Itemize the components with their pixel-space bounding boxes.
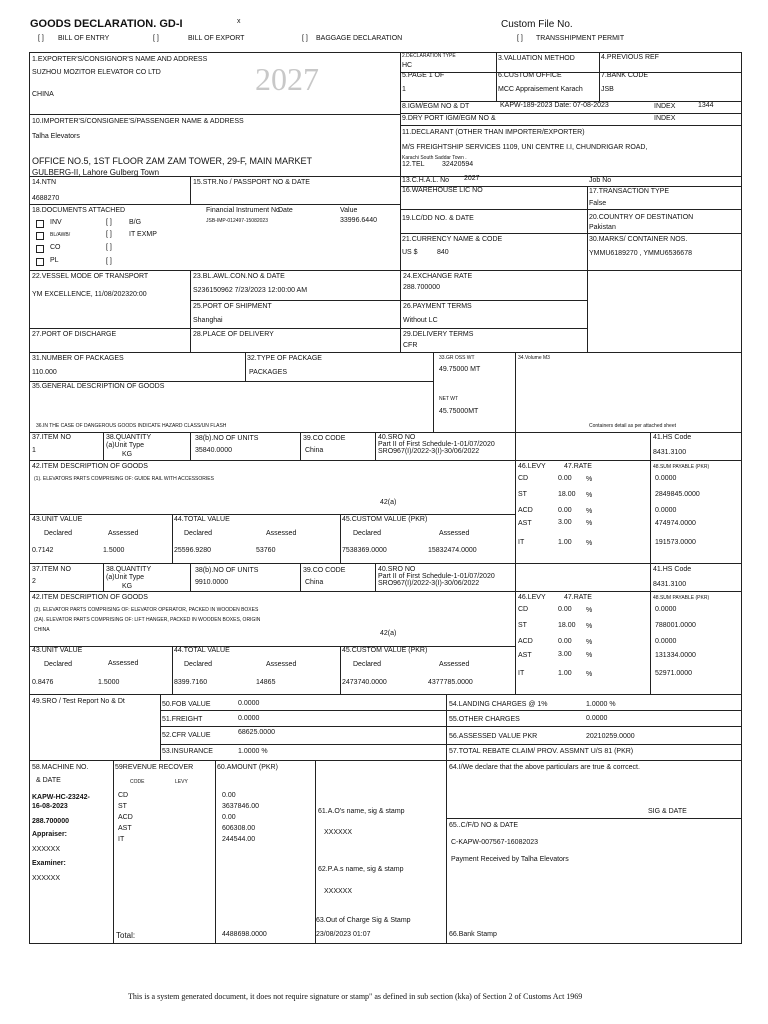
strn-label: 15.STR.No / PASSPORT NO & DATE (193, 179, 310, 186)
item1-co-code-label: 39.CO CODE (303, 435, 346, 442)
importer-address-1: OFFICE NO.5, 1ST FLOOR ZAM ZAM TOWER, 29-F, MAIN MARKET (32, 156, 313, 166)
item2-unit-declared-label: Declared (44, 661, 73, 668)
containers-note: Containers detail as per attached sheet (589, 423, 676, 429)
bl-value: S236150962 7/23/2023 12:00:00 AM (193, 287, 308, 294)
item1-sro-2: SRO967(I)/2022-3(I)-30/06/2022 (378, 448, 480, 455)
general-description-label: 35.GENERAL DESCRIPTION OF GOODS (32, 383, 165, 390)
pa-label: 62.P.A.s name, sig & stamp (318, 866, 404, 873)
tel-value: 32420594 (442, 161, 474, 168)
item1-sum-st: 2849845.0000 (655, 491, 700, 498)
insurance-value: 1.0000 % (238, 748, 268, 755)
transaction-type-value: False (589, 200, 607, 207)
freight-value: 0.0000 (238, 715, 260, 722)
item1-custom-declared: 7538369.0000 (342, 547, 387, 554)
out-of-charge-label: 63.Out of Charge Sig & Stamp (316, 917, 411, 924)
item1-unit-assessed-label: Assessed (108, 530, 139, 537)
bl-awb-checkbox[interactable] (36, 232, 44, 240)
page-label: 5.PAGE 1 OF (402, 72, 445, 79)
out-of-charge-value: 23/08/2023 01:07 (316, 931, 371, 938)
importer-address-2: GULBERG-II, Lahore Gulberg Town (32, 168, 160, 177)
financial-instrument-value: 33996.6440 (340, 217, 377, 224)
page-value: 1 (402, 86, 406, 93)
examiner-label: Examiner: (32, 860, 66, 867)
currency-label: 21.CURRENCY NAME & CODE (402, 236, 503, 243)
item2-levy-cd: CD (518, 606, 529, 613)
amount-cd: 0.00 (222, 792, 236, 799)
inv-checkbox[interactable] (36, 220, 44, 228)
extra-box-2[interactable]: [ ] (106, 258, 112, 265)
gross-weight-label: 33.GR OSS WT (439, 355, 475, 361)
item2-42a: 42(a) (380, 630, 397, 637)
item2-sum-it: 52971.0000 (655, 670, 692, 677)
item1-rate-acd: 0.00 (558, 507, 572, 514)
index-value: 1344 (698, 102, 714, 109)
num-packages-label: 31.NUMBER OF PACKAGES (32, 355, 124, 362)
item1-pct-acd: % (586, 508, 593, 515)
item1-unit-declared-label: Declared (44, 530, 73, 537)
item2-levy-st: ST (518, 622, 527, 629)
amount-acd: 0.00 (222, 814, 236, 821)
item1-sum-label: 48.SUM PAYABLE (PKR) (653, 464, 710, 470)
item2-sum-ast: 131334.0000 (655, 652, 696, 659)
package-type-value: PACKAGES (249, 369, 287, 376)
baggage-declaration-label: BAGGAGE DECLARATION (316, 35, 403, 42)
item1-no-units: 35840.0000 (195, 447, 232, 454)
item2-custom-assessed-label: Assessed (439, 661, 470, 668)
item2-sum-acd: 0.0000 (655, 638, 677, 645)
item2-custom-declared: 2473740.0000 (342, 679, 387, 686)
examiner-value: XXXXXX (32, 875, 61, 882)
item2-custom-declared-label: Declared (353, 661, 382, 668)
vessel-value: YM EXCELLENCE, 11/08/202320:00 (32, 291, 147, 298)
item1-desc-label: 42.ITEM DESCRIPTION OF GOODS (32, 463, 148, 470)
item2-unit-assessed-label: Assessed (108, 660, 139, 667)
item1-unit-type-label: (a)Unit Type (106, 442, 144, 449)
landing-charges-label: 54.LANDING CHARGES @ 1% (449, 701, 548, 708)
item1-unit-assessed: 1.5000 (103, 547, 125, 554)
item1-total-value-label: 44.TOTAL VALUE (174, 516, 230, 523)
marks-label: 30.MARKS/ CONTAINER NOS. (589, 236, 688, 243)
tel-label: 12.TEL (402, 161, 425, 168)
item2-pct-it: % (586, 671, 593, 678)
bl-label: 23.BL.AWL.CON.NO & DATE (193, 273, 285, 280)
index-label: INDEX (654, 103, 676, 110)
marks-value: YMMU6189270 , YMMU6536678 (589, 250, 692, 257)
item2-sro-2: SRO967(I)/2022-3(I)-30/06/2022 (378, 580, 480, 587)
machine-no-2: 16-08-2023 (32, 803, 68, 810)
declarant-address-1: M/S FREIGHTSHIP SERVICES 1109, UNI CENTRE I.I, CHUNDRIGAR ROAD, (402, 144, 648, 151)
other-charges-label: 55.OTHER CHARGES (449, 716, 520, 723)
fob-value: 0.0000 (238, 700, 260, 707)
amount-it: 244544.00 (222, 836, 256, 843)
item1-sro-label: 40.SRO NO (378, 434, 416, 441)
item1-levy-acd: ACD (518, 507, 533, 514)
revenue-recover-label: 59REVENUE RECOVER (115, 764, 194, 771)
item2-sum-cd: 0.0000 (655, 606, 677, 613)
net-weight-value: 45.75000MT (439, 408, 479, 415)
num-packages-value: 110.000 (32, 369, 57, 376)
item2-unit-declared: 0.8476 (32, 679, 54, 686)
machine-rate: 288.700000 (32, 818, 69, 825)
package-type-label: 32.TYPE OF PACKAGE (247, 355, 322, 362)
exchange-rate-label: 24.EXCHANGE RATE (403, 273, 473, 280)
item2-hs-code-label: 41.HS Code (653, 566, 692, 573)
port-of-shipment-value: Shanghai (193, 317, 223, 324)
currency-code: 840 (437, 249, 449, 256)
declarant-label: 11.DECLARANT (OTHER THAN IMPORTER/EXPORTER) (402, 129, 585, 136)
port-of-discharge-label: 27.PORT OF DISCHARGE (32, 331, 117, 338)
co-checkbox[interactable] (36, 245, 44, 253)
item2-sum-label: 48.SUM PAYABLE (PKR) (653, 595, 710, 601)
item1-item-no-label: 37.ITEM NO (32, 434, 71, 441)
form-title: GOODS DECLARATION. GD-I (30, 18, 183, 30)
exchange-rate-value: 288.700000 (403, 284, 440, 291)
pl-checkbox[interactable] (36, 258, 44, 266)
bg-box[interactable]: [ ] (106, 219, 112, 226)
declaration-type-value: HC (402, 62, 413, 69)
item1-hs-code: 8431.3100 (653, 449, 687, 456)
item2-rate-cd: 0.00 (558, 606, 572, 613)
frame-left (29, 52, 30, 944)
item2-total-declared: 8399.7160 (174, 679, 208, 686)
financial-instrument-no: JSB-IMP-012497-15082023 (206, 218, 268, 224)
item2-pct-st: % (586, 623, 593, 630)
revenue-code-it: IT (118, 836, 125, 843)
item2-sro-1: Part II of First Schedule-1-01/07/2020 (378, 573, 495, 580)
ntn-label: 14.NTN (32, 179, 57, 186)
x-mark: x (237, 18, 241, 25)
place-of-delivery-label: 28.PLACE OF DELIVERY (193, 331, 274, 338)
rule-bottom (29, 943, 741, 944)
financial-instrument-label: Financial Instrument No (206, 207, 280, 214)
item1-total-declared: 25596.9280 (174, 547, 211, 554)
item2-sum-st: 788001.0000 (655, 622, 696, 629)
custom-office-value: MCC Appraisement Karach (498, 86, 583, 93)
item2-total-value-label: 44.TOTAL VALUE (174, 647, 230, 654)
frame-right (741, 52, 742, 944)
chal-value: 2027 (464, 175, 480, 182)
item2-levy-ast: AST (518, 652, 532, 659)
item1-rate-ast: 3.00 (558, 519, 572, 526)
watermark-year: 2027 (255, 61, 319, 97)
item1-pct-st: % (586, 492, 593, 499)
item1-rate-it: 1.00 (558, 539, 572, 546)
item2-qty-label: 38.QUANTITY (106, 566, 152, 573)
inv-label: INV (50, 219, 62, 226)
item1-levy-st: ST (518, 491, 527, 498)
baggage-declaration-box[interactable]: [ ] (302, 35, 308, 42)
item1-co-code: China (305, 447, 324, 454)
declaration-type-label: 2.DECLARATION TYPE (402, 53, 456, 59)
item2-pct-ast: % (586, 652, 593, 659)
item1-total-assessed-label: Assessed (266, 530, 297, 537)
item2-co-code-label: 39.CO CODE (303, 567, 346, 574)
transshipment-permit-box[interactable]: [ ] (517, 35, 523, 42)
pa-value: XXXXXX (324, 888, 353, 895)
item1-levy-label: 46.LEVY (518, 463, 546, 470)
item1-custom-value-label: 45.CUSTOM VALUE (PKR) (342, 516, 428, 523)
importer-name: Talha Elevators (32, 133, 80, 140)
transaction-type-label: 17.TRANSACTION TYPE (589, 188, 670, 195)
amount-label: 60.AMOUNT (PKR) (217, 764, 278, 771)
machine-no-1: KAPW-HC-23242- (32, 794, 90, 801)
item2-levy-label: 46.LEVY (518, 594, 546, 601)
item2-item-no-label: 37.ITEM NO (32, 566, 71, 573)
item1-pct-cd: % (586, 476, 593, 483)
item1-unit-type: KG (122, 451, 133, 458)
item1-total-assessed: 53760 (256, 547, 276, 554)
item1-item-no: 1 (32, 447, 36, 454)
landing-charges-value: 1.0000 % (586, 701, 616, 708)
fob-label: 50.FOB VALUE (162, 701, 211, 708)
ao-value: XXXXXX (324, 829, 353, 836)
cfd-value: C-KAPW-007567-16082023 (451, 839, 539, 846)
assessed-value: 20210259.0000 (586, 733, 635, 740)
item1-unit-declared: 0.7142 (32, 547, 54, 554)
ntn-value: 4688270 (32, 195, 60, 202)
appraiser-label: Appraiser: (32, 831, 68, 838)
previous-ref-label: 4.PREVIOUS REF (601, 54, 659, 61)
exporter-label: 1.EXPORTER'S/CONSIGNOR'S NAME AND ADDRESS (32, 56, 208, 63)
documents-label: 18.DOCUMENTS ATTACHED (32, 207, 126, 214)
revenue-code-st: ST (118, 803, 127, 810)
item2-total-assessed-label: Assessed (266, 661, 297, 668)
item1-qty-label: 38.QUANTITY (106, 434, 152, 441)
bill-of-export-box[interactable]: [ ] (153, 35, 159, 42)
bank-code-value: JSB (601, 86, 614, 93)
delivery-terms-value: CFR (403, 342, 418, 349)
gross-weight-value: 49.75000 MT (439, 366, 481, 373)
port-of-shipment-label: 25.PORT OF SHIPMENT (193, 303, 272, 310)
item2-no-units: 9910.0000 (195, 579, 229, 586)
pl-label: PL (50, 257, 59, 264)
item2-desc-3: CHINA (34, 627, 50, 633)
item1-desc-1: (1). ELEVATORS PARTS COMPRISING OF: GUIDE RAIL WITH ACCESSORIES (34, 476, 214, 482)
bill-of-entry-label: BILL OF ENTRY (58, 35, 110, 42)
revenue-code-ast: AST (118, 825, 132, 832)
item2-levy-acd: ACD (518, 638, 533, 645)
payment-received: Payment Received by Talha Elevators (451, 856, 569, 863)
declaration-statement: 64.I/We declare that the above particulars are true & corrcect. (449, 764, 640, 771)
item1-sro-1: Part II of First Schedule-1-01/07/2020 (378, 441, 495, 448)
amount-ast: 606308.00 (222, 825, 256, 832)
sig-date-label: SIG & DATE (648, 808, 687, 815)
item1-pct-ast: % (586, 520, 593, 527)
volume-label: 34.Volume M3 (518, 355, 550, 361)
ao-label: 61.A.O's name, sig & stamp (318, 808, 405, 815)
item2-item-no: 2 (32, 578, 36, 585)
co-label: CO (50, 244, 61, 251)
bg-label: B/G (129, 219, 142, 226)
item2-rate-label: 47.RATE (564, 594, 592, 601)
custom-office-label: 6.CUSTOM OFFICE (498, 72, 562, 79)
transshipment-permit-label: TRANSSHIPMENT PERMIT (536, 35, 625, 42)
bank-stamp-label: 66.Bank Stamp (449, 931, 497, 938)
item1-custom-assessed: 15832474.0000 (428, 547, 477, 554)
total-value: 4488698.0000 (222, 931, 267, 938)
cfr-label: 52.CFR VALUE (162, 732, 211, 739)
exporter-country: CHINA (32, 91, 54, 98)
rule-top (29, 52, 741, 53)
bill-of-entry-box[interactable]: [ ] (38, 35, 44, 42)
item1-sum-ast: 474974.0000 (655, 520, 696, 527)
job-no-label: Job No (589, 177, 612, 184)
item2-rate-ast: 3.00 (558, 651, 572, 658)
item1-total-declared-label: Declared (184, 530, 213, 537)
insurance-label: 53.INSURANCE (162, 748, 213, 755)
freight-label: 51.FREIGHT (162, 716, 203, 723)
item2-sro-label: 40.SRO NO (378, 566, 416, 573)
item1-rate-cd: 0.00 (558, 475, 572, 482)
item2-total-assessed: 14865 (256, 679, 276, 686)
item1-unit-value-label: 43.UNIT VALUE (32, 516, 83, 523)
item1-levy-it: IT (518, 539, 525, 546)
item1-pct-it: % (586, 540, 593, 547)
item2-pct-acd: % (586, 639, 593, 646)
machine-no-label: 58.MACHINE NO. (32, 764, 89, 771)
item2-custom-value-label: 45.CUSTOM VALUE (PKR) (342, 647, 428, 654)
bl-awb-label: BL/AWB/ (50, 232, 71, 238)
item2-rate-acd: 0.00 (558, 638, 572, 645)
item2-custom-assessed: 4377785.0000 (428, 679, 473, 686)
other-charges-value: 0.0000 (586, 715, 608, 722)
revenue-code-acd: ACD (118, 814, 133, 821)
item1-sum-acd: 0.0000 (655, 507, 677, 514)
machine-date-label: & DATE (36, 777, 61, 784)
item1-sum-cd: 0.0000 (655, 475, 677, 482)
item2-pct-cd: % (586, 607, 593, 614)
cfd-label: 65..C/F/D NO & DATE (449, 822, 519, 829)
item1-hs-code-label: 41.HS Code (653, 434, 692, 441)
importer-label: 10.IMPORTER'S/CONSIGNEE'S/PASSENGER NAME & ADDRESS (32, 118, 244, 125)
item1-levy-ast: AST (518, 520, 532, 527)
custom-file-no-label: Custom File No. (501, 19, 573, 30)
amount-st: 3637846.00 (222, 803, 259, 810)
assessed-value-label: 56.ASSESSED VALUE PKR (449, 733, 538, 740)
rebate-label: 57.TOTAL REBATE CLAIM/ PROV. ASSMNT U/S 81 (PKR) (449, 748, 634, 755)
vessel-label: 22.VESSEL MODE OF TRANSPORT (32, 273, 149, 280)
item1-rate-label: 47.RATE (564, 463, 592, 470)
item1-42a: 42(a) (380, 499, 397, 506)
item1-rate-st: 18.00 (558, 491, 576, 498)
sro-test-report-label: 49.SRO / Test Report No & Dt (32, 698, 125, 705)
revenue-code-cd: CD (118, 792, 129, 799)
igm-value: KAPW-189-2023 Date: 07-08-2023 (500, 102, 609, 109)
valuation-method-label: 3.VALUATION METHOD (498, 55, 575, 62)
item2-co-code: China (305, 579, 324, 586)
item2-no-units-label: 38(b).NO OF UNITS (195, 567, 259, 574)
footer-note: This is a system generated document, it does not require signature or stamp" as defined in sub section (kka) of Section 2 of Customs Act 1969 (128, 992, 583, 1001)
item2-total-declared-label: Declared (184, 661, 213, 668)
dry-port-index-label: INDEX (654, 115, 676, 122)
declarant-address-2: Karachi South Saddar Town . (402, 155, 467, 161)
item2-desc-2: (2A). ELEVATOR PARTS COMPRISING OF: LIFT HANGER, PACKED IN WOODEN BOXES, ORIGIN (34, 617, 261, 623)
destination-value: Pakistan (589, 224, 616, 231)
currency-name: US $ (402, 249, 418, 256)
item2-rate-st: 18.00 (558, 622, 576, 629)
item1-no-units-label: 38(b).NO OF UNITS (195, 435, 259, 442)
item2-rate-it: 1.00 (558, 670, 572, 677)
destination-label: 20.COUNTRY OF DESTINATION (589, 214, 694, 221)
item2-levy-it: IT (518, 670, 525, 677)
bank-code-label: 7.BANK CODE (601, 72, 649, 79)
item2-unit-type: KG (122, 583, 133, 590)
item1-custom-assessed-label: Assessed (439, 530, 470, 537)
item2-hs-code: 8431.3100 (653, 581, 687, 588)
dry-port-label: 9.DRY PORT IGM/EGM NO & (402, 115, 496, 122)
warehouse-label: 16.WAREHOUSE LIC NO (402, 187, 483, 194)
bill-of-export-label: BILL OF EXPORT (188, 35, 245, 42)
item2-unit-value-label: 43.UNIT VALUE (32, 647, 83, 654)
fin-value-label: Value (340, 207, 358, 214)
item2-unit-type-label: (a)Unit Type (106, 574, 144, 581)
item1-custom-declared-label: Declared (353, 530, 382, 537)
delivery-terms-label: 29.DELIVERY TERMS (403, 331, 474, 338)
exporter-name: SUZHOU MOZITOR ELEVATOR CO LTD (32, 69, 161, 76)
item2-unit-assessed: 1.5000 (98, 679, 120, 686)
lc-label: 19.LC/DD NO. & DATE (402, 215, 474, 222)
payment-terms-value: Without LC (403, 317, 438, 324)
payment-terms-label: 26.PAYMENT TERMS (403, 303, 472, 310)
hazard-label: 36.IN THE CASE OF DANGEROUS GOODS INDICATE HAZARD CLASS/UN FLASH (36, 423, 227, 429)
extra-box-1[interactable]: [ ] (106, 244, 112, 251)
levy-label: LEVY (175, 779, 188, 785)
net-weight-label: NET WT (439, 396, 459, 402)
fin-date-label: Date (278, 207, 293, 214)
it-exmp-label: IT EXMP (129, 231, 157, 238)
item1-levy-cd: CD (518, 475, 529, 482)
item2-desc-label: 42.ITEM DESCRIPTION OF GOODS (32, 594, 148, 601)
total-label: Total: (116, 931, 136, 940)
it-exmp-box[interactable]: [ ] (106, 231, 112, 238)
chal-label: 13.C.H.A.L. No (402, 177, 450, 184)
item2-desc-1: (2). ELEVATOR PARTS COMPRISING OF: ELEVATOR OPERATOR, PACKED IN WOODEN BOXES (34, 607, 259, 613)
cfr-value: 68625.0000 (238, 729, 275, 736)
code-label: CODE (130, 779, 145, 785)
igm-label: 8.IGM/EGM NO & DT (402, 103, 470, 110)
item1-sum-it: 191573.0000 (655, 539, 696, 546)
appraiser-value: XXXXXX (32, 846, 61, 853)
